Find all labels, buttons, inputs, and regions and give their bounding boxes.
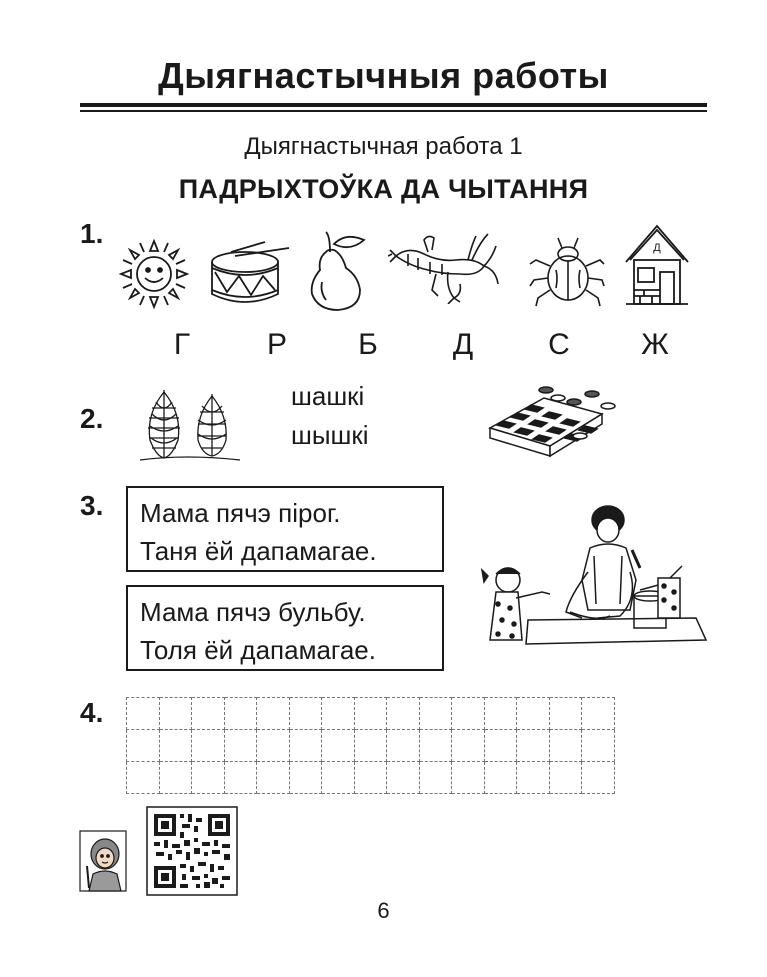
sun-picture (118, 238, 190, 310)
task-1-number: 1. (80, 218, 104, 249)
task-2-number: 2. (80, 403, 104, 434)
letter-1: Г (173, 328, 191, 361)
letter-5: С (548, 328, 570, 361)
grid-row (127, 762, 615, 794)
task-4-number: 4. (80, 697, 104, 728)
sentence-box-1-line-1: Мама пячэ пірог. (140, 498, 341, 528)
grid-row (127, 730, 615, 762)
teacher-icon (79, 830, 127, 892)
qr-code-icon[interactable] (146, 806, 238, 896)
letter-3: Б (358, 328, 378, 361)
work-subtitle: Дыягнастычная работа 1 (244, 133, 523, 160)
sentence-box-1[interactable] (126, 486, 444, 572)
section-title: ПАДРЫХТОЎКА ДА ЧЫТАННЯ (178, 174, 589, 204)
page-header-title: Дыягнастычныя работы (158, 55, 609, 96)
checkers-board-picture (484, 384, 620, 460)
word-shashki: шашкі (291, 381, 365, 411)
letter-4: Д (452, 328, 474, 361)
task-3-number: 3. (80, 490, 104, 521)
beetle-picture (528, 234, 606, 308)
header-rule-thin (80, 110, 707, 112)
grid-row (127, 698, 615, 730)
pear-picture (308, 230, 368, 312)
header-rule-thick (80, 103, 707, 107)
house-picture (624, 224, 690, 308)
letter-2: Р (266, 328, 287, 361)
mother-and-daughter-baking-picture (470, 500, 710, 652)
word-shyshki: шышкі (291, 420, 369, 450)
drum-picture (205, 240, 293, 308)
crayfish-picture (388, 232, 500, 304)
sentence-box-1-line-2: Таня ёй дапамагае. (140, 536, 377, 566)
writing-grid-table[interactable] (126, 697, 615, 794)
house-sign-letter: Д (653, 242, 661, 254)
writing-grid[interactable] (126, 697, 615, 794)
sentence-box-2[interactable] (126, 585, 444, 671)
page-number: 6 (377, 898, 390, 923)
sentence-box-2-line-1: Мама пячэ бульбу. (140, 597, 366, 627)
pine-cones-picture (136, 384, 244, 462)
sentence-box-2-line-2: Толя ёй дапамагае. (140, 635, 376, 665)
letter-6: Ж (641, 328, 669, 361)
